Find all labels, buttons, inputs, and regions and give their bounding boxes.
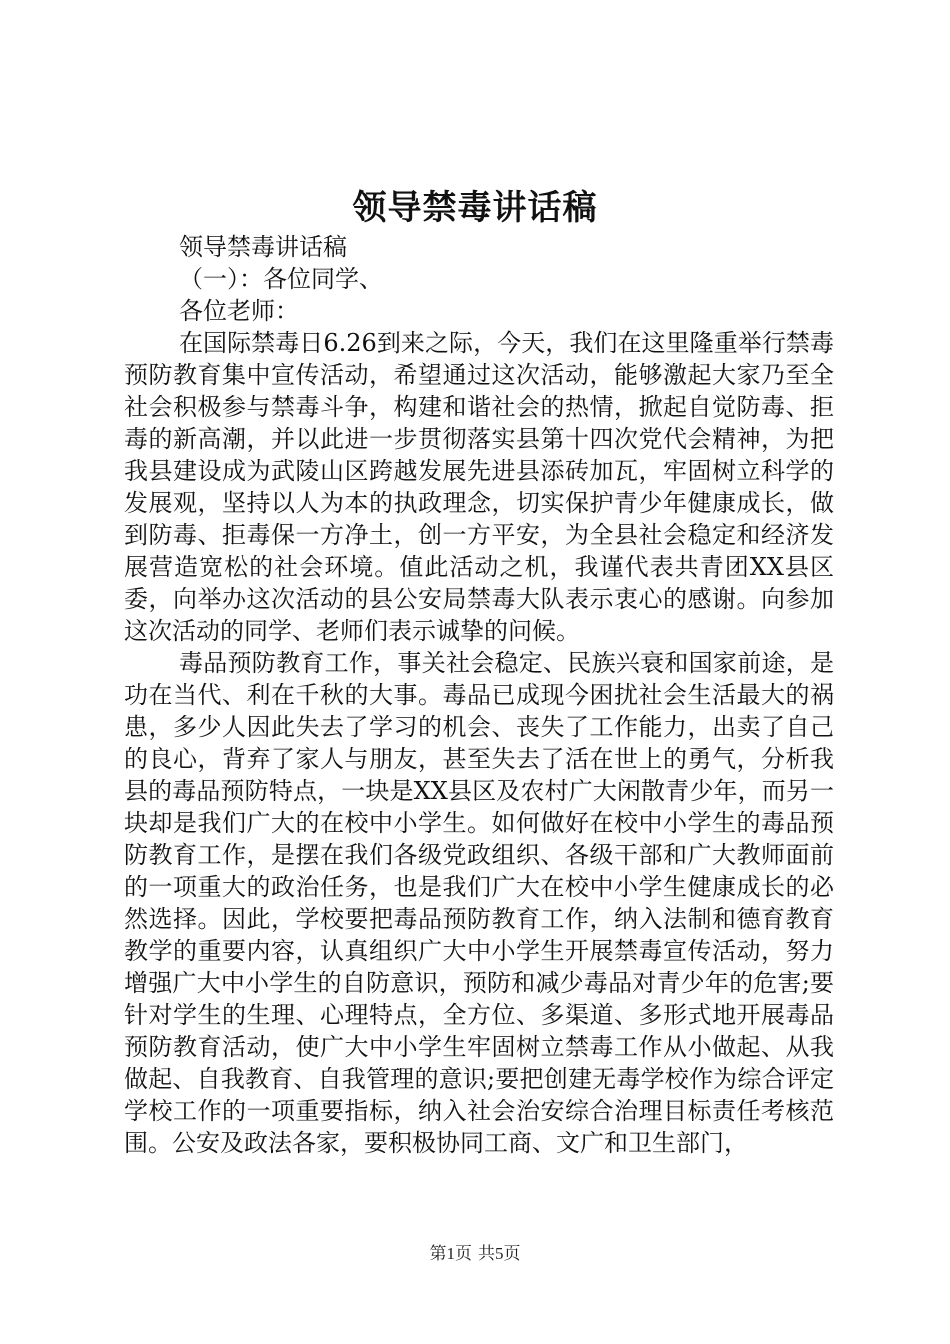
document-title: 领导禁毒讲话稿 xyxy=(352,188,598,228)
document-body xyxy=(124,231,834,1159)
paragraph-section-label: （一）：各位同学、 xyxy=(179,265,383,293)
paragraph-subtitle: 领导禁毒讲话稿 xyxy=(179,233,347,261)
page-total: 共5页 xyxy=(478,1244,521,1263)
paragraph-body: 毒品预防教育工作，事关社会稳定、民族兴衰和国家前途，是功在当代、利在千秋的大事。毒品已成现今困扰社会生活最大的祸患，多少人因此失去了学习的机会、丧失了工作能力，出卖了自己的良心，背弃了家人与朋友，甚至失去了活在世上的勇气，分析我县的毒品预防特点，一块是XX县区及农村广大闲散青少年，而另一块却是我们广大的在校中小学生。如何做好在校中小学生的毒品预防教育工作，是摆在我们各级党政组织、各级干部和广大教师面前的一项重大的政治任务，也是我们广大在校中小学生健康成长的必然选择。因此，学校要把毒品预防教育工作，纳入法制和德育教育教学的重要内容，认真组织广大中小学生开展禁毒宣传活动，努力增强广大中小学生的自防意识，预防和减少毒品对青少年的危害;要针对学生的生理、心理特点，全方位、多渠道、多形式地开展毒品预防教育活动，使广大中小学生牢固树立禁毒工作从小做起、从我做起、自我教育、自我管理的意识;要把创建无毒学校作为综合评定学校工作的一项重要指标，纳入社会治安综合治理目标责任考核范围。公安及政法各家，要积极协同工商、文广和卫生部门， xyxy=(124,649,834,1157)
paragraph-body: 在国际禁毒日6.26到来之际，今天，我们在这里隆重举行禁毒预防教育集中宣传活动，希望通过这次活动，能够激起大家乃至全社会积极参与禁毒斗争，构建和谐社会的热情，掀起自觉防毒、拒毒的新高潮，并以此进一步贯彻落实县第十四次党代会精神，为把我县建设成为武陵山区跨越发展先进县添砖加瓦，牢固树立科学的发展观，坚持以人为本的执政理念，切实保护青少年健康成长，做到防毒、拒毒保一方净土，创一方平安，为全县社会稳定和经济发展营造宽松的社会环境。值此活动之机，我谨代表共青团XX县区委，向举办这次活动的县公安局禁毒大队表示衷心的感谢。向参加这次活动的同学、老师们表示诚挚的问候。 xyxy=(124,329,834,645)
page-footer xyxy=(0,1242,950,1266)
paragraph-salutation: 各位老师： xyxy=(179,297,299,325)
page-number: 第1页 xyxy=(429,1244,472,1263)
